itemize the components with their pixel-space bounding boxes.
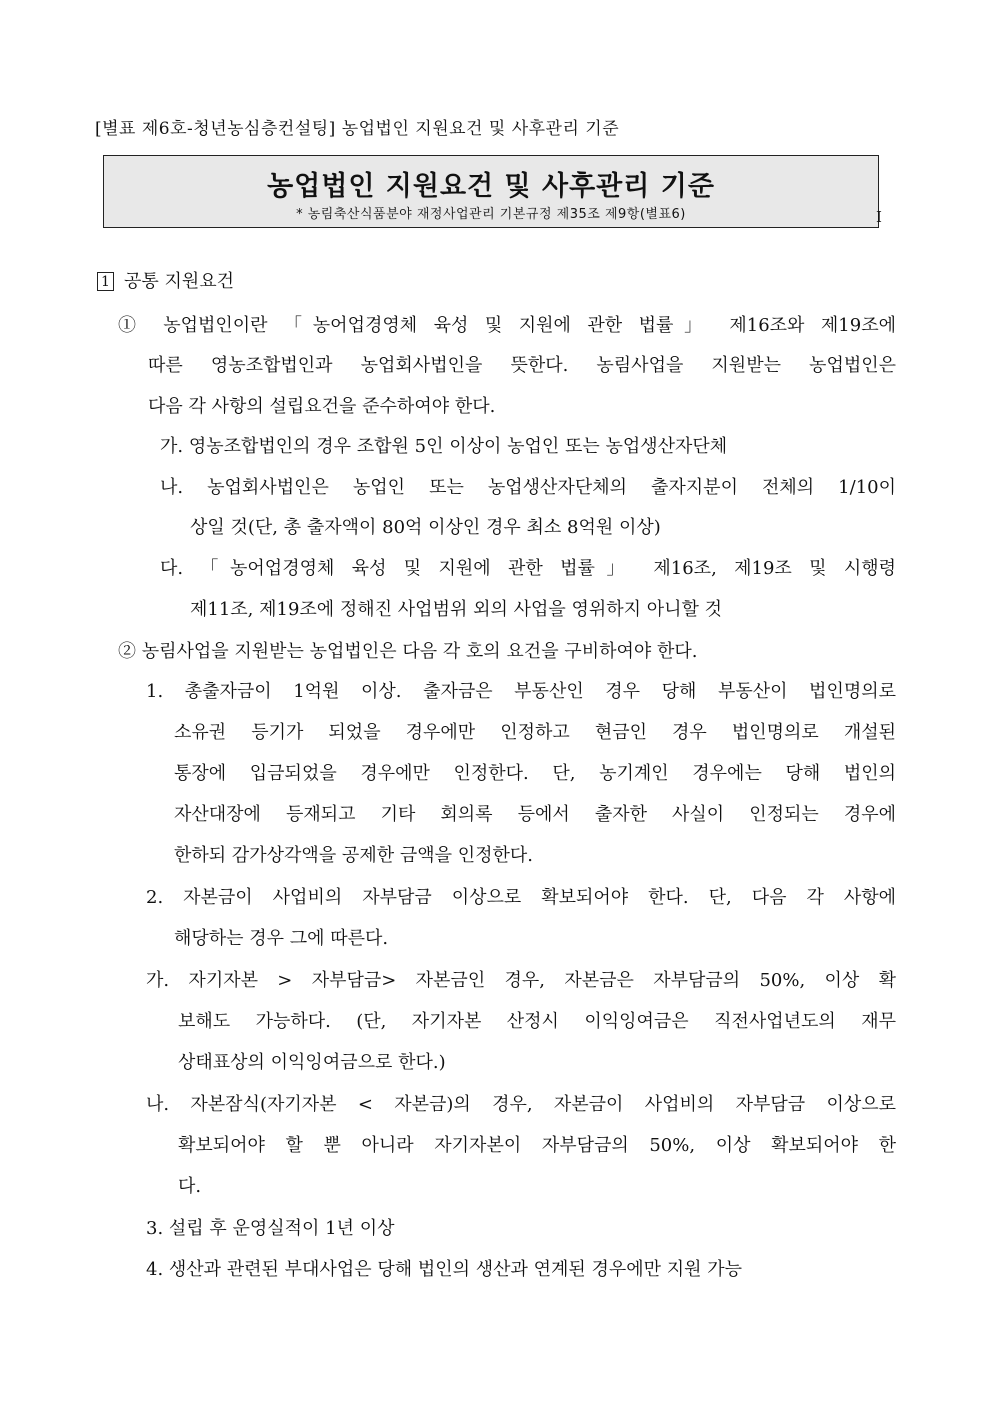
page-title: 농업법인 지원요건 및 사후관리 기준 (267, 171, 715, 202)
paragraph-line: 한하되 감가상각액을 공제한 금액을 인정한다. (174, 845, 533, 866)
paragraph-line: 자산대장에 등재되고 기타 회의록 등에서 출자한 사실이 인정되는 경우에 (174, 804, 896, 825)
paragraph-line: 다. 「농어업경영체 육성 및 지원에 관한 법률」 제16조, 제19조 및 시행령 (160, 558, 896, 579)
paragraph-line: 다음 각 사항의 설립요건을 준수하여야 한다. (148, 396, 496, 417)
paragraph-line: 3. 설립 후 운영실적이 1년 이상 (146, 1218, 395, 1239)
paragraph-line: 2. 자본금이 사업비의 자부담금 이상으로 확보되어야 한다. 단, 다음 각 사항에 (146, 887, 896, 908)
paragraph-line: 상태표상의 이익잉여금으로 한다.) (178, 1052, 446, 1073)
paragraph-line: 1. 총출자금이 1억원 이상. 출자금은 부동산인 경우 당해 부동산이 법인명의로 (146, 681, 896, 702)
page-subtitle: * 농림축산식품분야 재정사업관리 기본규정 제35조 제9항(별표6) (296, 207, 686, 222)
section-title: 공통 지원요건 (124, 271, 235, 292)
paragraph-line: 상일 것(단, 총 출자액이 80억 이상인 경우 최소 8억원 이상) (190, 517, 661, 538)
paragraph-line: 가. 자기자본 > 자부담금> 자본금인 경우, 자본금은 자부담금의 50%, 이상 확 (146, 970, 896, 991)
paragraph-line: 통장에 입금되었을 경우에만 인정한다. 단, 농기계인 경우에는 당해 법인의 (174, 763, 896, 784)
paragraph-line: 나. 자본잠식(자기자본 < 자본금)의 경우, 자본금이 사업비의 자부담금 이상으로 (146, 1094, 896, 1115)
paragraph-line: 4. 생산과 관련된 부대사업은 당해 법인의 생산과 연계된 경우에만 지원 가능 (146, 1259, 743, 1280)
section-number-badge: 1 (97, 272, 114, 291)
paragraph-line: 나. 농업회사법인은 농업인 또는 농업생산자단체의 출자지분이 전체의 1/10이 (160, 477, 896, 498)
box-mark: I (876, 208, 882, 226)
paragraph-line: 다. (178, 1176, 202, 1197)
paragraph-line: 확보되어야 할 뿐 아니라 자기자본이 자부담금의 50%, 이상 확보되어야 한 (178, 1135, 896, 1156)
paragraph-line: 따른 영농조합법인과 농업회사법인을 뜻한다. 농림사업을 지원받는 농업법인은 (148, 355, 896, 376)
paragraph-line: 가. 영농조합법인의 경우 조합원 5인 이상이 농업인 또는 농업생산자단체 (160, 436, 728, 457)
paragraph-line: ① 농업법인이란 「농어업경영체 육성 및 지원에 관한 법률」 제16조와 제19조에 (118, 315, 896, 336)
paragraph-line: 소유권 등기가 되었을 경우에만 인정하고 현금인 경우 법인명의로 개설된 (174, 722, 896, 743)
paragraph-line: 제11조, 제19조에 정해진 사업범위 외의 사업을 영위하지 아니할 것 (190, 599, 723, 620)
paragraph-line: 보해도 가능하다. (단, 자기자본 산정시 이익잉여금은 직전사업년도의 재무 (178, 1011, 896, 1032)
title-box (103, 155, 879, 228)
paragraph-line: ② 농림사업을 지원받는 농업법인은 다음 각 호의 요건을 구비하여야 한다. (118, 641, 698, 662)
paragraph-line: 해당하는 경우 그에 따른다. (174, 928, 389, 949)
document-heading: [별표 제6호-청년농심층컨설팅] 농업법인 지원요건 및 사후관리 기준 (95, 119, 620, 139)
section-heading (97, 270, 234, 294)
